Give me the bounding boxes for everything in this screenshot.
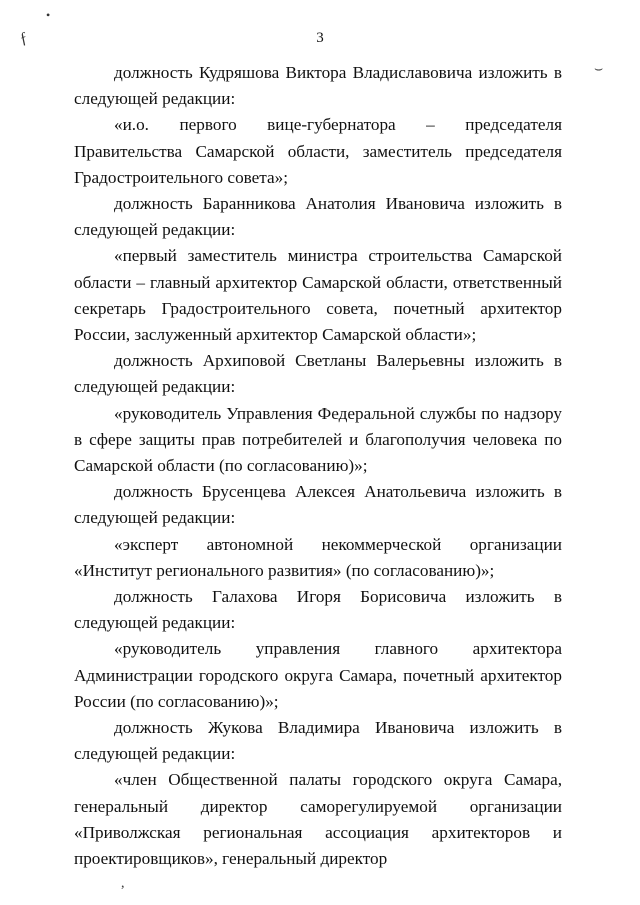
paragraph: «первый заместитель министра строительства Самарской области – главный архитектор Самарской области, ответственный секретарь Градостроительного совета, почетный архитектор России, заслуженный архитектор Самарской области»; <box>74 246 562 345</box>
paragraph: должность Кудряшова Виктора Владиславовича изложить в следующей редакции: <box>74 63 562 109</box>
paragraph: должность Брусенцева Алексея Анатольевича изложить в следующей редакции: <box>74 482 562 528</box>
paragraph: должность Архиповой Светланы Валерьевны изложить в следующей редакции: <box>74 351 562 397</box>
check-mark: ⌣ <box>594 62 604 77</box>
document-body <box>74 60 562 872</box>
paragraph: должность Жукова Владимира Ивановича изложить в следующей редакции: <box>74 718 562 764</box>
paragraph: «член Общественной палаты городского округа Самара, генеральный директор саморегулируемой организации «Приволжская региональная ассоциация архитекторов и проектировщиков», генеральный директор <box>74 770 562 869</box>
scan-dot-mark: • <box>46 8 51 22</box>
scan-speck-mark: , <box>121 876 125 891</box>
paragraph: «эксперт автономной некоммерческой организации «Институт регионального развития» (по согласованию)»; <box>74 534 562 580</box>
paragraph: «руководитель управления главного архитектора Администрации городского округа Самара, почетный архитектор России (по согласованию)»; <box>74 639 562 711</box>
paragraph: должность Баранникова Анатолия Ивановича изложить в следующей редакции: <box>74 194 562 240</box>
paragraph: «и.о. первого вице-губернатора – председателя Правительства Самарской области, заместитель председателя Градостроительного совета»; <box>74 115 562 187</box>
paragraph: должность Галахова Игоря Борисовича изложить в следующей редакции: <box>74 587 562 633</box>
page-number: 3 <box>316 30 324 46</box>
handwritten-mark: ƒ <box>17 29 31 48</box>
paragraph: «руководитель Управления Федеральной службы по надзору в сфере защиты прав потребителей и благополучия человека по Самарской области (по согласованию)»; <box>74 403 562 476</box>
